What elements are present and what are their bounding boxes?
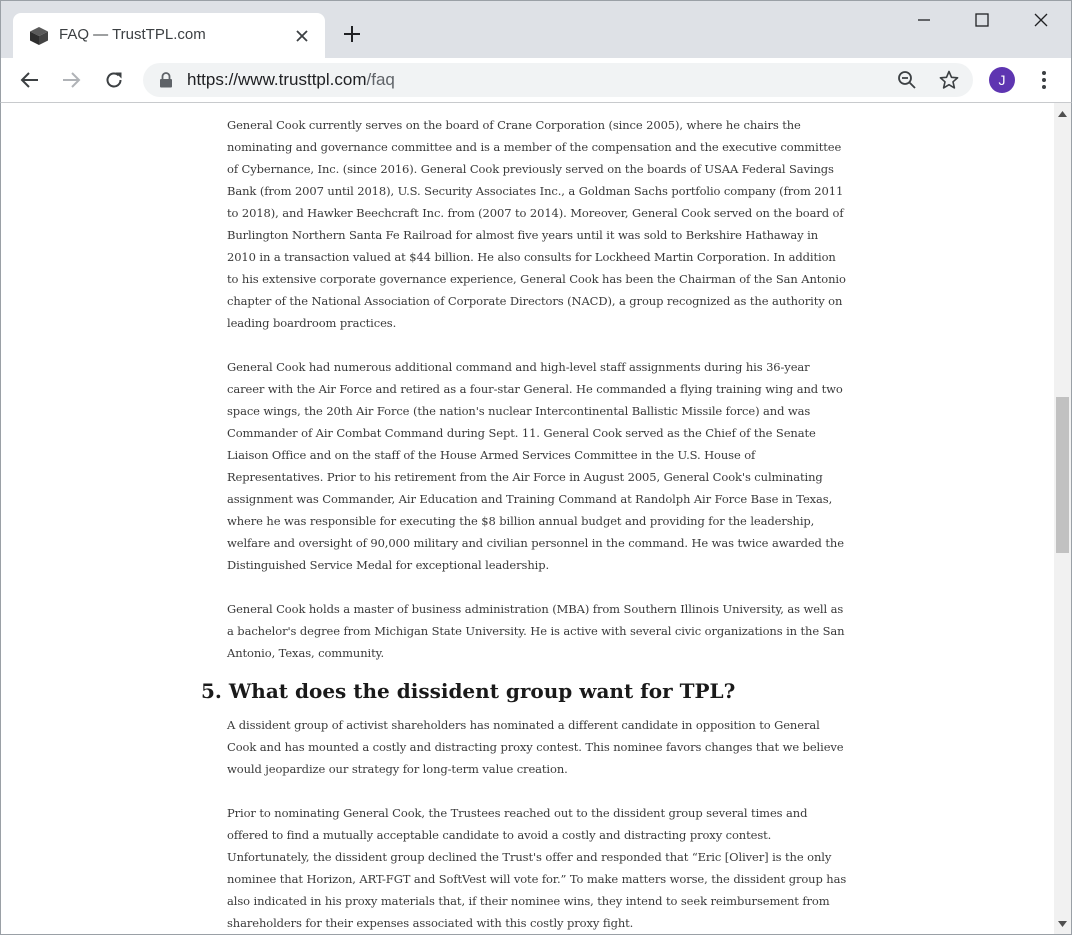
- vertical-scrollbar[interactable]: [1054, 103, 1071, 934]
- star-icon[interactable]: [937, 68, 961, 92]
- title-bar: [0, 0, 1072, 58]
- kebab-menu-icon[interactable]: [1031, 67, 1057, 93]
- dissident-paragraph-2: Prior to nominating General Cook, the Trustees reached out to the dissident group several times and offered to find a mutually acceptable candidate to avoid a costly and distracting proxy contest. Unfortunately, the dissident group declined the Trust's offer and responded that “Eric [Oliver] is the only nominee that Horizon, ART-FGT and SoftVest will vote for.” To make matters worse, the dissident group has also indicated in his proxy materials that, if their nominee wins, they intend to seek reimbursement from shareholders for their expenses associated with this costly proxy fight.: [227, 806, 847, 930]
- page-viewport: [0, 103, 1072, 935]
- plus-icon[interactable]: [339, 21, 365, 47]
- close-icon[interactable]: [291, 25, 313, 47]
- url-text[interactable]: [187, 70, 395, 90]
- browser-toolbar: [0, 58, 1072, 103]
- tab-title: FAQ — TrustTPL.com: [59, 26, 206, 43]
- faq-content: [201, 114, 849, 935]
- maximize-icon[interactable]: [959, 5, 1005, 35]
- browser-tab[interactable]: [13, 13, 325, 59]
- url-host: https://www.trusttpl.com: [187, 70, 367, 89]
- chevron-up-icon[interactable]: [1054, 105, 1071, 122]
- avatar[interactable]: J: [989, 67, 1015, 93]
- address-bar[interactable]: [143, 63, 973, 97]
- bio-paragraph-boards: General Cook currently serves on the board of Crane Corporation (since 2005), where he chairs the nominating and governance committee and is a member of the compensation and the executive committee of Cybernance, Inc. (since 2016). General Cook previously served on the boards of USAA Federal Savings Bank (from 2007 until 2018), U.S. Security Associates Inc., a Goldman Sachs portfolio company (from 2011 to 2018), and Hawker Beechcraft Inc. from (2007 to 2014). Moreover, General Cook served on the board of Burlington Northern Santa Fe Railroad for almost five years until it was sold to Berkshire Hathaway in 2010 in a transaction valued at $44 billion. He also consults for Lockheed Martin Corporation. In addition to his extensive corporate governance experience, General Cook has been the Chairman of the San Antonio chapter of the National Association of Corporate Directors (NACD), a group recognized as the authority on leading boardroom practices.: [227, 118, 846, 330]
- forward-arrow-icon[interactable]: [56, 65, 86, 95]
- cube-favicon-icon: [28, 25, 50, 47]
- chevron-down-icon[interactable]: [1054, 915, 1071, 932]
- bio-paragraph-career: General Cook had numerous additional command and high-level staff assignments during his 36-year career with the Air Force and retired as a four-star General. He commanded a flying training wing and two space wings, the 20th Air Force (the nation's nuclear Intercontinental Ballistic Missile force) and was Commander of Air Combat Command during Sept. 11. General Cook served as the Chief of the Senate Liaison Office and on the staff of the House Armed Services Committee in the U.S. House of Representatives. Prior to his retirement from the Air Force in August 2005, General Cook's culminating assignment was Commander, Air Education and Training Command at Randolph Air Force Base in Texas, where he was responsible for executing the $8 billion annual budget and providing for the leadership, welfare and oversight of 90,000 military and civilian personnel in the command. He was twice awarded the Distinguished Service Medal for exceptional leadership.: [227, 360, 844, 572]
- scrollbar-thumb[interactable]: [1056, 397, 1069, 553]
- minimize-icon[interactable]: [901, 5, 947, 35]
- lock-icon[interactable]: [159, 72, 173, 88]
- url-path: /faq: [366, 70, 395, 89]
- window-close-icon[interactable]: [1018, 5, 1064, 35]
- dissident-paragraph-1: A dissident group of activist shareholders has nominated a different candidate in opposition to General Cook and has mounted a costly and distracting proxy contest. This nominee favors changes that we believe would jeopardize our strategy for long-term value creation.: [227, 718, 844, 776]
- reload-icon[interactable]: [99, 65, 129, 95]
- back-arrow-icon[interactable]: [15, 65, 45, 95]
- zoom-out-icon[interactable]: [895, 68, 919, 92]
- faq-question-5-heading: 5. What does the dissident group want for TPL?: [201, 679, 736, 703]
- bio-paragraph-education: General Cook holds a master of business administration (MBA) from Southern Illinois University, as well as a bachelor's degree from Michigan State University. He is active with several civic organizations in the San Antonio, Texas, community.: [227, 602, 845, 660]
